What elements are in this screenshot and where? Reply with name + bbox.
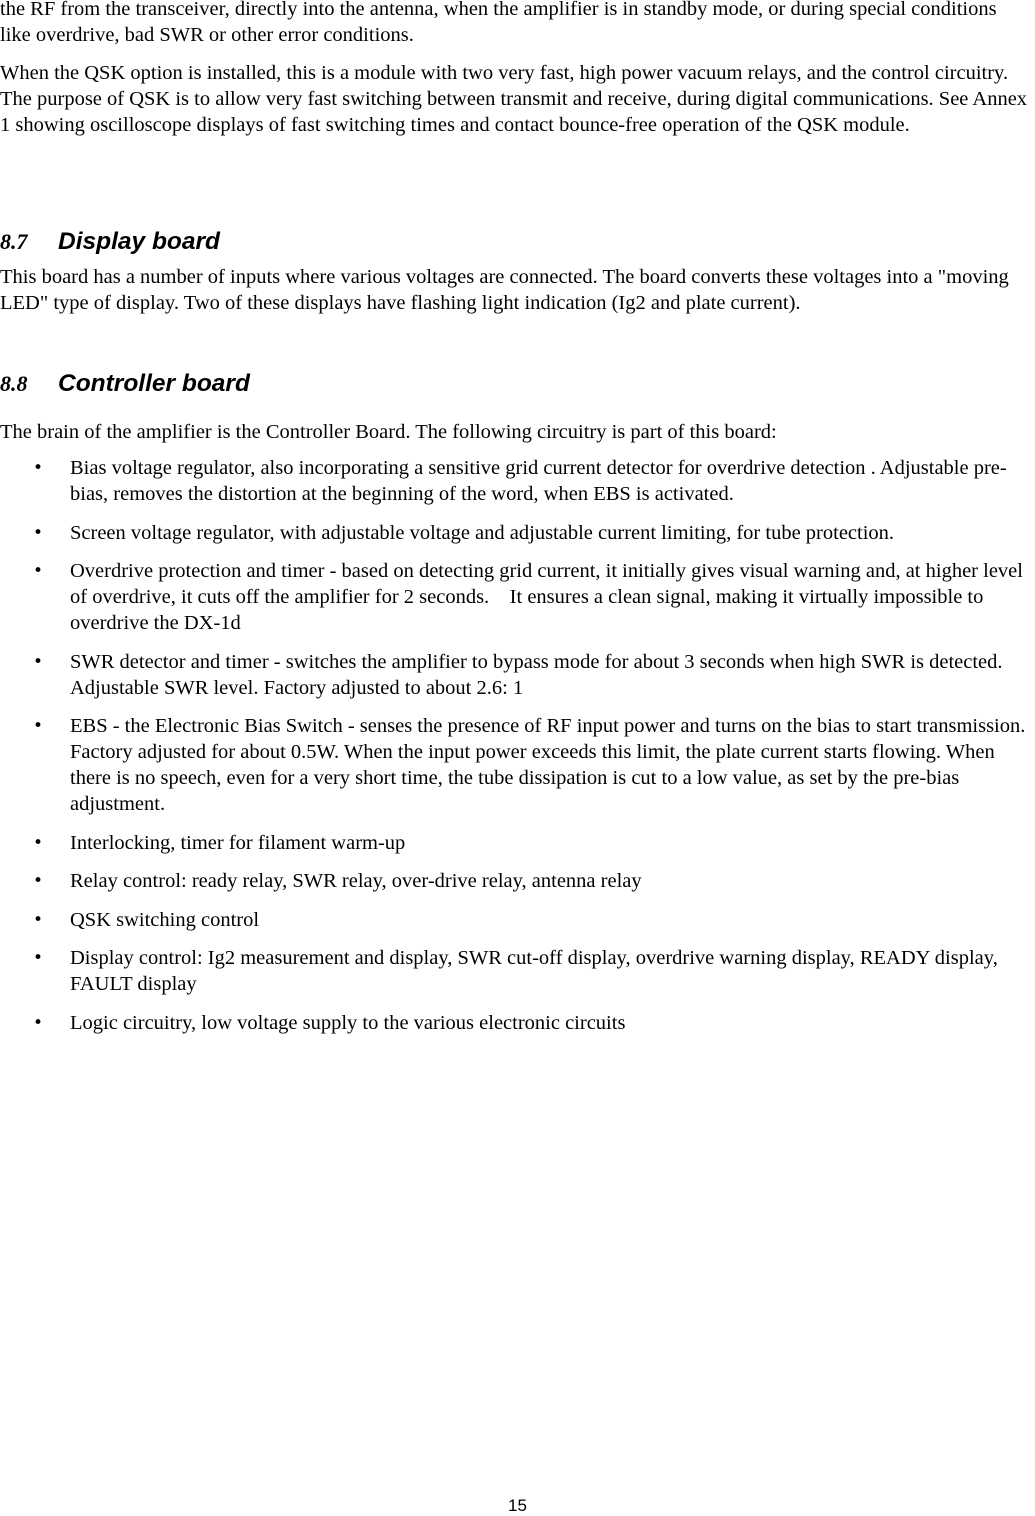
list-item (0, 868, 1035, 894)
bullet-icon: • (33, 458, 44, 478)
bullet-icon: • (33, 561, 44, 581)
display-board-paragraph: This board has a number of inputs where various voltages are connected. The board converts these voltages into a "moving LED" type of display. Two of these displays have flashing light indication (Ig2 and plate current). (0, 266, 1009, 314)
list-item (0, 455, 1035, 507)
bullet-icon: • (33, 871, 44, 891)
list-item (0, 558, 1035, 636)
list-item-text: Relay control: ready relay, SWR relay, over-drive relay, antenna relay (70, 870, 642, 892)
list-item (0, 907, 1035, 933)
list-item-text: Screen voltage regulator, with adjustable voltage and adjustable current limiting, for tube protection. (70, 521, 895, 544)
list-item (0, 520, 1035, 546)
qsk-paragraph: When the QSK option is installed, this is a module with two very fast, high power vacuum relays, and the control circuitry. The purpose of QSK is to allow very fast switching between transmit and receive, during digital communications. See Annex 1 showing oscilloscope displays of fast switching times and contact bounce-free operation of the QSK module. (0, 62, 1028, 136)
intro-paragraph: the RF from the transceiver, directly into the antenna, when the amplifier is in standby mode, or during special conditions like overdrive, bad SWR or other error conditions. (0, 0, 997, 46)
list-item-text: EBS - the Electronic Bias Switch - senses the presence of RF input power and turns on the bias to start transmission. Factory adjusted for about 0.5W. When the input power exceeds this limit, the plate current starts flowing. When there is no speech, even for a very short time, the tube dissipation is cut to a low value, as set by the pre-bias adjustment. (70, 715, 1026, 815)
bullet-icon: • (33, 832, 44, 853)
section-title: Controller board (58, 370, 250, 397)
list-item-text: Interlocking, timer for filament warm-up (70, 831, 406, 854)
list-item-text: QSK switching control (70, 908, 260, 931)
list-item (0, 649, 1035, 701)
bullet-icon: • (33, 909, 44, 930)
controller-board-paragraph: The brain of the amplifier is the Controller Board. The following circuitry is part of this board: (0, 421, 777, 443)
controller-circuitry-list (0, 455, 1035, 1048)
list-item-text: Overdrive protection and timer - based on detecting grid current, it initially gives visual warning and, at higher level of overdrive, it cuts off the amplifier for 2 seconds. It ensures a clean signal, making it virtually impossible to overdrive the DX-1d (70, 560, 1029, 634)
section-heading-display-board (0, 228, 220, 260)
list-item-text: Logic circuitry, low voltage supply to the various electronic circuits (70, 1011, 626, 1034)
list-item-text: Display control: Ig2 measurement and display, SWR cut-off display, overdrive warning display, READY display, FAULT display (70, 947, 998, 995)
bullet-icon: • (33, 651, 44, 672)
bullet-icon: • (33, 1012, 44, 1033)
section-title: Display board (58, 228, 221, 255)
section-heading-controller-board (0, 370, 250, 402)
bullet-icon: • (33, 522, 44, 543)
list-item-text: Bias voltage regulator, also incorporating a sensitive grid current detector for overdrive detection . Adjustable pre-bias, removes the distortion at the beginning of the word, when EBS is activated. (70, 457, 1007, 505)
list-item (0, 713, 1035, 817)
page-number: 15 (508, 1496, 527, 1515)
list-item (0, 945, 1035, 997)
section-number: 8.8 (0, 371, 28, 396)
bullet-icon: • (33, 716, 44, 736)
section-number: 8.7 (0, 229, 28, 254)
list-item (0, 1010, 1035, 1036)
list-item-text: SWR detector and timer - switches the amplifier to bypass mode for about 3 seconds when high SWR is detected. Adjustable SWR level. Factory adjusted to about 2.6: 1 (70, 650, 1003, 699)
bullet-icon: • (33, 948, 44, 968)
list-item (0, 830, 1035, 856)
